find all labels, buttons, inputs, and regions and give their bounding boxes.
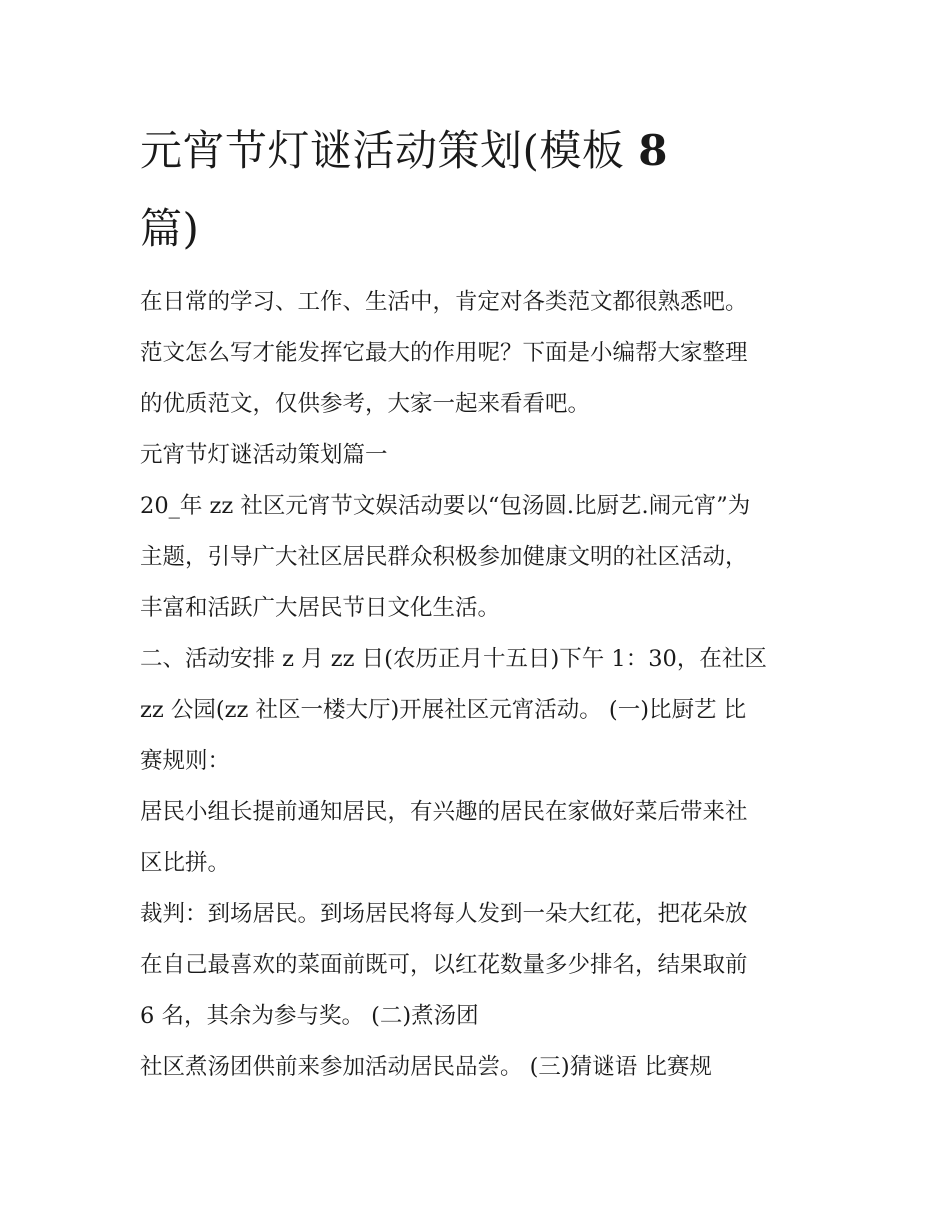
text-line: 在自己最喜欢的菜面前既可，以红花数量多少排名，结果取前 (140, 952, 748, 978)
paragraph-theme (140, 481, 820, 634)
text-line: 赛规则： (140, 748, 231, 774)
paragraph-judging (140, 889, 820, 1042)
text-line: 元宵节灯谜活动策划篇一 (140, 442, 388, 468)
paragraph-arrangement (140, 634, 820, 787)
text-line: 区比拼。 (140, 850, 231, 876)
paragraph-section-heading (140, 430, 820, 481)
text-line: 居民小组长提前通知居民，有兴趣的居民在家做好菜后带来社 (140, 799, 748, 825)
text-line: 丰富和活跃广大居民节日文化生活。 (140, 595, 501, 621)
document-title (140, 112, 820, 268)
text-line: 裁判：到场居民。到场居民将每人发到一朵大红花，把花朵放 (140, 901, 748, 927)
text-line: 二、活动安排 z 月 zz 日(农历正月十五日)下午 1：30，在社区 (140, 646, 767, 672)
text-line: 范文怎么写才能发挥它最大的作用呢？下面是小编帮大家整理 (140, 340, 748, 366)
title-number: 8 (638, 126, 668, 175)
text-line: 的优质范文，仅供参考，大家一起来看看吧。 (140, 391, 591, 417)
title-line-1: 元宵节灯谜活动策划(模板 8 (140, 126, 668, 175)
text-line: 社区煮汤团供前来参加活动居民品尝。 (三)猜谜语 比赛规 (140, 1054, 712, 1080)
paragraph-rule-notice (140, 787, 820, 889)
text-line: 20_年 zz 社区元宵节文娱活动要以“包汤圆.比厨艺.闹元宵”为 (140, 493, 751, 519)
document-body (140, 277, 820, 1093)
paragraph-tangyuan (140, 1042, 820, 1093)
title-line-2: 篇) (140, 204, 200, 253)
text-line: 主题，引导广大社区居民群众积极参加健康文明的社区活动， (140, 544, 748, 570)
text-line: zz 公园(zz 社区一楼大厅)开展社区元宵活动。 (一)比厨艺 比 (140, 697, 747, 723)
text-line: 在日常的学习、工作、生活中，肯定对各类范文都很熟悉吧。 (140, 289, 748, 315)
paragraph-intro (140, 277, 820, 430)
text-line: 6 名，其余为参与奖。 (二)煮汤团 (140, 1003, 479, 1029)
